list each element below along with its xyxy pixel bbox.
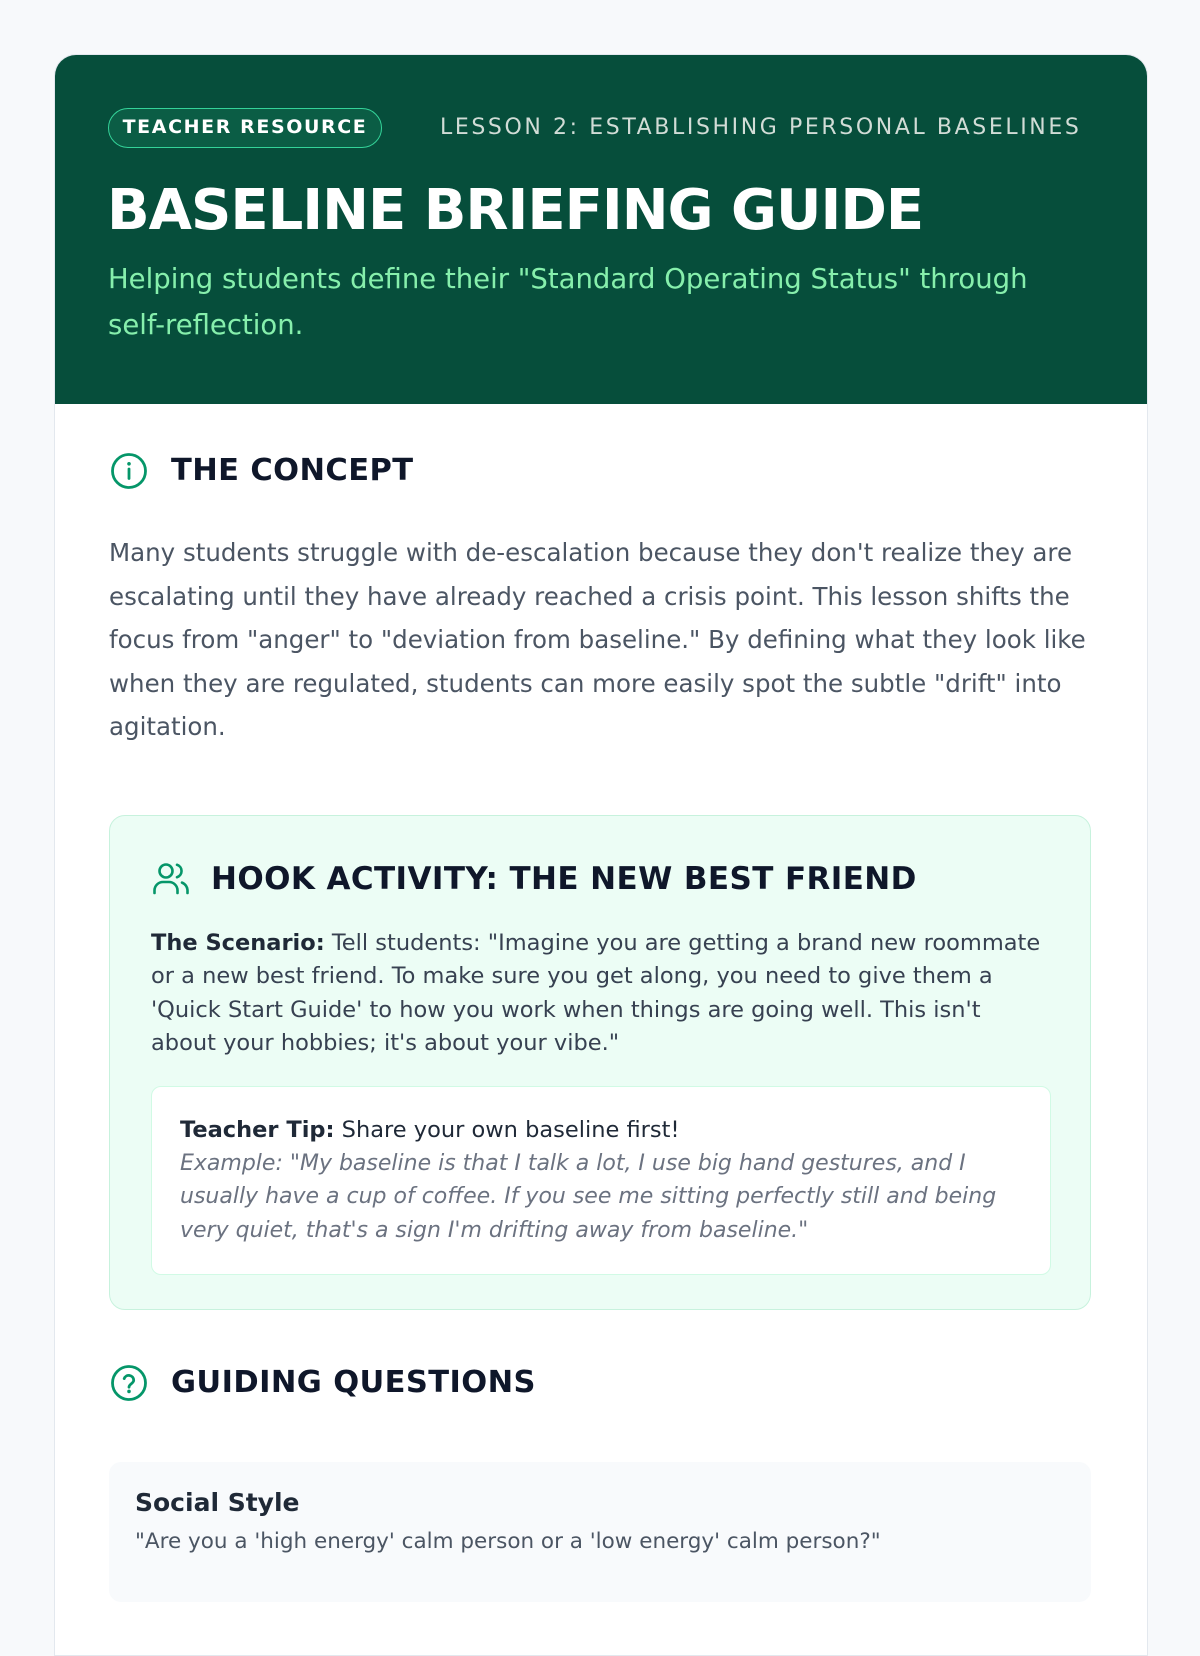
tip-label: Teacher Tip: xyxy=(180,1117,335,1143)
tip-example: Example: "My baseline is that I talk a lot, I use big hand gestures, and I usually have a cup of coffee. If you see me sitting perfectly still and being very quiet, that's a sign I'm drifting away from baseline." xyxy=(180,1151,997,1243)
hook-section-header xyxy=(151,859,917,899)
question-circle-icon xyxy=(109,1363,149,1403)
questions-section-header xyxy=(109,1363,536,1403)
scenario-label: The Scenario: xyxy=(151,930,325,956)
info-circle-icon xyxy=(109,451,149,491)
concept-section-header xyxy=(109,451,413,491)
header-banner xyxy=(55,55,1147,404)
teacher-tip-box xyxy=(151,1086,1051,1275)
question-card-social-style xyxy=(109,1462,1091,1602)
briefing-guide-card xyxy=(54,54,1148,1656)
scenario-body: Tell students: "Imagine you are getting a brand new roommate or a new best friend. To make sure you get along, you need to give them a 'Quick Start Guide' to how you work when things are going well. This isn't about your hobbies; it's about your vibe." xyxy=(151,930,1041,1056)
page-title: BASELINE BRIEFING GUIDE xyxy=(107,178,924,243)
hook-activity-box xyxy=(109,815,1091,1310)
tip-text: Share your own baseline first! xyxy=(341,1117,680,1143)
users-icon xyxy=(151,859,191,899)
hook-heading: HOOK ACTIVITY: THE NEW BEST FRIEND xyxy=(211,861,917,897)
question-title: Social Style xyxy=(135,1488,300,1517)
concept-heading: THE CONCEPT xyxy=(171,453,414,488)
teacher-resource-badge: TEACHER RESOURCE xyxy=(108,108,382,148)
page-subtitle: Helping students define their "Standard Operating Status" through self-reflection. xyxy=(108,263,1028,341)
scenario-text xyxy=(151,927,1051,1060)
question-text: "Are you a 'high energy' calm person or a 'low energy' calm person?" xyxy=(135,1529,881,1554)
questions-heading: GUIDING QUESTIONS xyxy=(171,1365,536,1400)
lesson-label: LESSON 2: ESTABLISHING PERSONAL BASELINES xyxy=(440,115,1082,140)
concept-paragraph: Many students struggle with de-escalation because they don't realize they are escalating until they have already reached a crisis point. This lesson shifts the focus from "anger" to "deviation from baseline." By defining what they look like when they are regulated, students can more easily spot the subtle "drift" into agitation. xyxy=(109,538,1086,741)
teacher-tip-line xyxy=(180,1114,1022,1147)
